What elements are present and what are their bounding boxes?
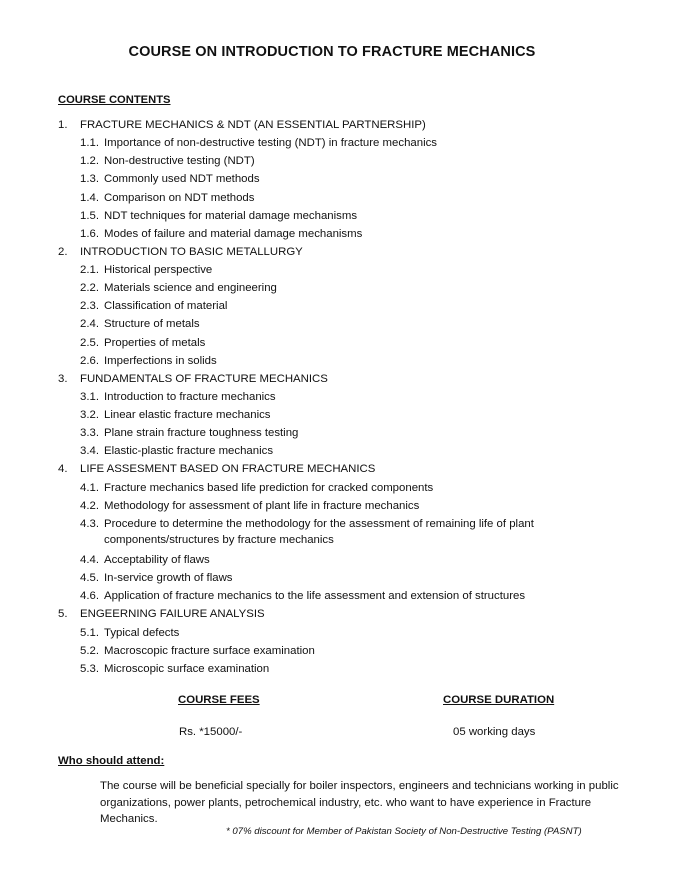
outline-section (0, 605, 700, 623)
outline-number: 1.1. (80, 137, 99, 150)
who-should-attend-text: The course will be beneficial specially for boiler inspectors, engineers and technicians working in public organizations, power plants, petrochemical industry, etc. who want to have experience in Fracture Mechanics. (100, 780, 619, 825)
outline-text: Typical defects (104, 626, 180, 639)
outline-subsection (0, 515, 700, 551)
outline-number: 2.6. (80, 354, 99, 367)
outline-subsection (0, 207, 700, 225)
outline-text: Fracture mechanics based life prediction for cracked components (104, 481, 434, 494)
outline-subsection (0, 551, 700, 569)
outline-number: 3. (58, 372, 68, 385)
outline-number: 4.2. (80, 499, 99, 512)
outline-subsection (0, 170, 700, 188)
outline-text: Comparison on NDT methods (104, 191, 255, 204)
outline-subsection (0, 624, 700, 642)
course-duration-value: 05 working days (453, 726, 536, 738)
who-should-attend-heading: Who should attend: (58, 755, 165, 767)
outline-text: Linear elastic fracture mechanics (104, 409, 271, 421)
outline-number: 1.3. (80, 173, 99, 186)
outline-number: 4. (58, 463, 68, 476)
outline-number: 1.5. (80, 209, 99, 222)
outline-section (0, 243, 700, 261)
outline-text: INTRODUCTION TO BASIC METALLURGY (80, 245, 303, 258)
outline-number: 5.1. (80, 626, 99, 639)
outline-number: 4.5. (80, 572, 99, 585)
outline-number: 1.6. (80, 227, 99, 240)
outline-subsection (0, 189, 700, 207)
outline-text: Materials science and engineering (104, 282, 277, 295)
outline-subsection (0, 152, 700, 170)
outline-subsection (0, 660, 700, 678)
outline-subsection (0, 134, 700, 152)
outline-number: 2.1. (80, 264, 99, 276)
outline-text: ENGEERNING FAILURE ANALYSIS (80, 608, 265, 621)
outline-text: Modes of failure and material damage mechanisms (104, 227, 363, 240)
outline-text: FRACTURE MECHANICS & NDT (AN ESSENTIAL PARTNERSHIP) (80, 119, 426, 131)
outline-number: 3.3. (80, 427, 99, 440)
outline-text: Classification of material (104, 300, 228, 313)
outline-text: NDT techniques for material damage mechanisms (104, 209, 358, 222)
outline-number: 1.2. (80, 155, 99, 168)
course-fees-value: Rs. *15000/- (179, 726, 243, 738)
outline-number: 2.4. (80, 318, 99, 331)
outline-subsection (0, 424, 700, 442)
outline-text: Introduction to fracture mechanics (104, 390, 276, 403)
outline-text: Application of fracture mechanics to the life assessment and extension of structures (104, 590, 526, 603)
outline-section (0, 460, 700, 478)
outline-number: 3.4. (80, 445, 99, 458)
course-fees-heading: COURSE FEES (178, 694, 260, 706)
outline-text: Properties of metals (104, 336, 206, 349)
outline-number: 2.5. (80, 336, 99, 349)
discount-note: * 07% discount for Member of Pakistan Society of Non-Destructive Testing (PASNT) (226, 826, 582, 837)
outline-number: 4.4. (80, 554, 99, 566)
outline-subsection (0, 442, 700, 460)
outline-number: 2.2. (80, 282, 99, 295)
outline-text: Structure of metals (104, 318, 200, 331)
outline-number: 2. (58, 245, 68, 258)
outline-text: Plane strain fracture toughness testing (104, 427, 299, 440)
course-contents-heading: COURSE CONTENTS (58, 94, 171, 106)
outline-subsection (0, 497, 700, 515)
outline-subsection (0, 315, 700, 333)
outline-text: Macroscopic fracture surface examination (104, 644, 315, 657)
outline-number: 5.3. (80, 662, 99, 675)
outline-text: In-service growth of flaws (104, 572, 233, 585)
outline-text: FUNDAMENTALS OF FRACTURE MECHANICS (80, 372, 328, 385)
outline-number: 1. (58, 119, 68, 131)
outline-text: Microscopic surface examination (104, 662, 270, 675)
outline-number: 3.1. (80, 390, 99, 403)
outline-subsection (0, 406, 700, 424)
outline-text: Historical perspective (104, 264, 213, 276)
outline-text: Methodology for assessment of plant life in fracture mechanics (104, 499, 420, 512)
outline-subsection (0, 388, 700, 406)
outline-number: 4.6. (80, 590, 99, 603)
outline-subsection (0, 569, 700, 587)
outline-number: 2.3. (80, 300, 99, 313)
outline-subsection (0, 297, 700, 315)
outline-subsection (0, 352, 700, 370)
outline-text: LIFE ASSESMENT BASED ON FRACTURE MECHANICS (80, 463, 376, 476)
outline-text: Importance of non-destructive testing (NDT) in fracture mechanics (104, 137, 437, 150)
outline-section (0, 116, 700, 134)
outline-number: 4.3. (80, 517, 99, 530)
outline-subsection (0, 479, 700, 497)
page-title: COURSE ON INTRODUCTION TO FRACTURE MECHANICS (128, 44, 536, 60)
course-duration-heading: COURSE DURATION (443, 694, 555, 706)
outline-text: Non-destructive testing (NDT) (104, 155, 255, 168)
outline-text: Commonly used NDT methods (104, 173, 260, 186)
outline-section (0, 370, 700, 388)
outline-text: Acceptability of flaws (104, 554, 210, 566)
outline-number: 5. (58, 608, 68, 621)
outline-subsection (0, 587, 700, 605)
outline-text: Imperfections in solids (104, 354, 217, 367)
outline-subsection (0, 334, 700, 352)
course-outline (0, 116, 700, 678)
outline-subsection (0, 261, 700, 279)
outline-subsection (0, 225, 700, 243)
outline-number: 1.4. (80, 191, 99, 204)
outline-text: Elastic-plastic fracture mechanics (104, 445, 274, 458)
outline-number: 3.2. (80, 409, 99, 421)
outline-number: 4.1. (80, 481, 99, 494)
outline-text: Procedure to determine the methodology for the assessment of remaining life of plant components/structures by fracture mechanics (104, 517, 534, 546)
outline-subsection (0, 279, 700, 297)
outline-number: 5.2. (80, 644, 99, 657)
outline-subsection (0, 642, 700, 660)
